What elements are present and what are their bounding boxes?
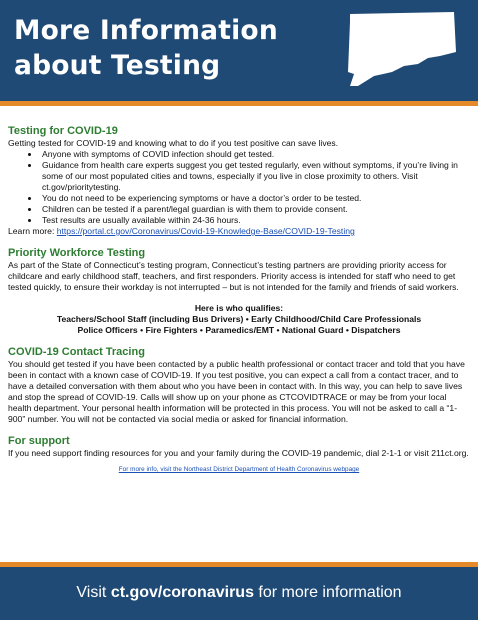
- bullet-item: • Children can be tested if a parent/legal guardian is with them to provide consent.: [40, 204, 470, 215]
- bullet-item: • Test results are usually available within 24-36 hours.: [40, 215, 470, 226]
- bullet-item: • You do not need to be experiencing symptoms or have a doctor’s order to be tested.: [40, 193, 470, 204]
- section-heading: Testing for COVID-19: [8, 125, 118, 137]
- section-heading: COVID-19 Contact Tracing: [8, 346, 145, 358]
- footer-suffix: for more information: [253, 584, 402, 601]
- section-support: [8, 435, 470, 459]
- qualifies-heading: Here is who qualifies:: [194, 303, 284, 313]
- paragraph: Getting tested for COVID-19 and knowing what to do if you test positive can save lives.: [8, 138, 339, 148]
- header-banner: [0, 0, 478, 101]
- footer-site[interactable]: ct.gov/coronavirus: [110, 584, 254, 601]
- title-line-1: More Information: [14, 15, 278, 46]
- section-heading: Priority Workforce Testing: [8, 247, 146, 259]
- section-tracing: [8, 346, 470, 425]
- footer-prefix: Visit: [76, 584, 111, 601]
- qualifies-line: Teachers/School Staff (including Bus Drivers) • Early Childhood/Child Care Professionals: [56, 314, 422, 324]
- paragraph: As part of the State of Connecticut’s testing program, Connecticut’s testing partners are providing priority access for childcare and early childhood staff, teachers, and first responders. Priority access is intended for staff who need to get tested quickly, to ensure their workday is not interrupted – but is not intended for the family and friends of said workers.: [8, 260, 459, 292]
- page-title: [14, 13, 278, 83]
- content-area: [8, 110, 470, 474]
- footer-banner: [0, 567, 478, 620]
- title-line-2: about Testing: [14, 50, 221, 81]
- footer-text: [0, 582, 478, 604]
- bullet-item: • Guidance from health care experts suggest you get tested regularly, even without symptoms, if you’re living in some of our most populated cities and towns, especially if you live in close proximity to others. Visit ct.gov/prioritytesting.: [40, 160, 470, 193]
- more-info-link[interactable]: For more info, visit the Northeast District Department of Health Coronavirus webpage: [118, 466, 360, 473]
- qualifies-line: Police Officers • Fire Fighters • Paramedics/EMT • National Guard • Dispatchers: [77, 325, 401, 335]
- testing-link[interactable]: https://portal.ct.gov/Coronavirus/Covid-19-Knowledge-Base/COVID-19-Testing: [56, 226, 355, 236]
- learn-more-label: Learn more:: [8, 226, 57, 236]
- section-priority: [8, 247, 470, 336]
- paragraph: If you need support finding resources for you and your family during the COVID-19 pandemic, dial 2-1-1 or visit 211ct.org.: [8, 448, 469, 458]
- learn-more-line: [8, 226, 470, 237]
- section-heading: For support: [8, 435, 70, 447]
- paragraph: You should get tested if you have been contacted by a public health professional or contact tracer and told that you have been in contact with a known case of COVID-19. If you test positive, you can expect a call from a contact tracer, and to have a detailed conversation with them about who you have been in contact with. In this way, you can help to save lives and stop the spread of COVID-19. Calls will show up on your phone as CTCOVIDTRACE or may be from your local health department. Your personal health information will be protected in this process. You will not be asked to call a “1-900” number. You will not be contacted via social media or asked for financial information.: [8, 359, 465, 424]
- bullet-list: [8, 149, 470, 226]
- connecticut-state-icon: [344, 10, 460, 88]
- bullet-item: • Anyone with symptoms of COVID infection should get tested.: [40, 149, 470, 160]
- section-testing: [8, 125, 470, 237]
- header-accent-bar: [0, 101, 478, 106]
